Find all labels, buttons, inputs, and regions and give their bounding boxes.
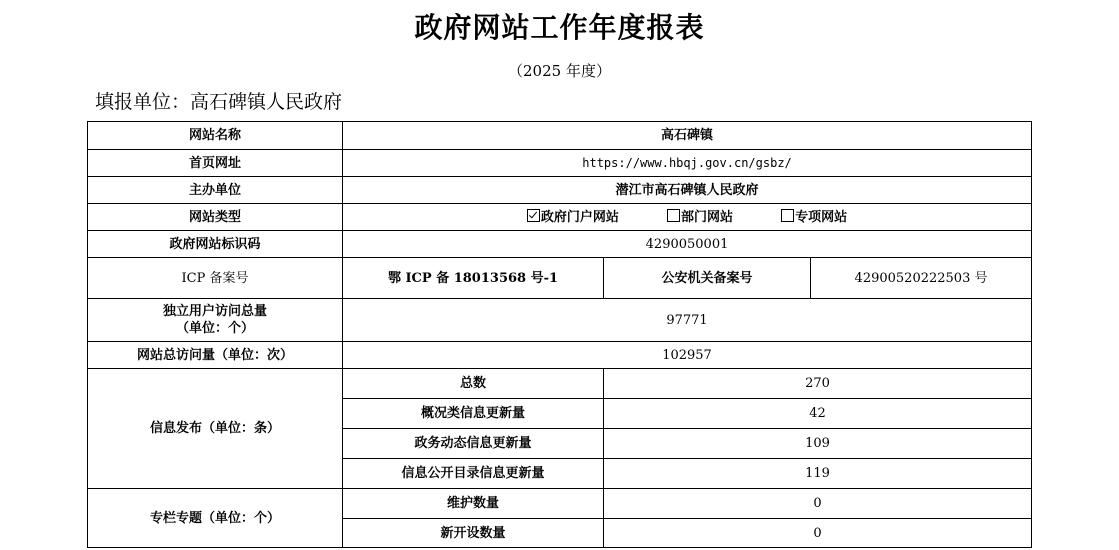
info-row-label: 信息公开目录信息更新量 [343, 459, 604, 489]
site-type-option-department[interactable] [667, 209, 733, 226]
site-id-label: 政府网站标识码 [88, 231, 343, 258]
info-row-value: 270 [604, 369, 1032, 399]
info-row-value: 42 [604, 399, 1032, 429]
sponsor-value: 潜江市高石碑镇人民政府 [343, 177, 1032, 204]
row-info-total [88, 369, 1032, 399]
report-year: （2025 年度） [508, 62, 611, 80]
homepage-value: https://www.hbqj.gov.cn/gsbz/ [343, 150, 1032, 177]
unique-visitors-label [88, 299, 343, 342]
site-type-option-label: 政府门户网站 [540, 209, 619, 225]
unique-visitors-label-line2: （单位：个） [175, 321, 254, 336]
row-site-name [88, 122, 1032, 150]
homepage-label: 首页网址 [88, 150, 343, 177]
site-type-option-label: 部门网站 [681, 209, 734, 225]
site-name-value: 高石碑镇 [343, 122, 1032, 150]
site-name-label: 网站名称 [88, 122, 343, 150]
columns-row-value: 0 [604, 489, 1032, 519]
columns-label: 专栏专题（单位：个） [88, 489, 343, 548]
unique-visitors-label-line1: 独立用户访问总量 [162, 304, 267, 319]
total-visits-value: 102957 [343, 342, 1032, 369]
checkbox-empty-icon[interactable] [667, 209, 680, 222]
info-row-label: 概况类信息更新量 [343, 399, 604, 429]
checkbox-checked-icon[interactable] [527, 209, 540, 222]
site-type-option-portal[interactable] [527, 209, 619, 226]
info-row-value: 119 [604, 459, 1032, 489]
police-record-value: 42900520222503 号 [811, 258, 1032, 299]
report-title: 政府网站工作年度报表 [414, 11, 705, 44]
site-type-options [343, 204, 1032, 231]
columns-row-label: 维护数量 [343, 489, 604, 519]
columns-row-value: 0 [604, 519, 1032, 548]
unique-visitors-value: 97771 [343, 299, 1032, 342]
sponsor-label: 主办单位 [88, 177, 343, 204]
row-unique-visitors [88, 299, 1032, 342]
site-type-option-special[interactable] [781, 209, 847, 226]
row-columns-maintained [88, 489, 1032, 519]
checkbox-empty-icon[interactable] [781, 209, 794, 222]
row-site-id [88, 231, 1032, 258]
site-id-value: 4290050001 [343, 231, 1032, 258]
info-row-label: 政务动态信息更新量 [343, 429, 604, 459]
total-visits-label: 网站总访问量（单位：次） [88, 342, 343, 369]
row-homepage [88, 150, 1032, 177]
row-icp [88, 258, 1032, 299]
site-type-option-label: 专项网站 [795, 209, 848, 225]
report-table [87, 121, 1032, 548]
icp-label: ICP 备案号 [88, 258, 343, 299]
icp-value: 鄂 ICP 备 18013568 号-1 [343, 258, 604, 299]
row-total-visits [88, 342, 1032, 369]
reporting-unit: 填报单位：高石碑镇人民政府 [95, 91, 343, 113]
info-row-value: 109 [604, 429, 1032, 459]
columns-row-label: 新开设数量 [343, 519, 604, 548]
row-site-type [88, 204, 1032, 231]
info-publish-label: 信息发布（单位：条） [88, 369, 343, 489]
row-sponsor [88, 177, 1032, 204]
info-row-label: 总数 [343, 369, 604, 399]
site-type-label: 网站类型 [88, 204, 343, 231]
police-record-label: 公安机关备案号 [604, 258, 811, 299]
